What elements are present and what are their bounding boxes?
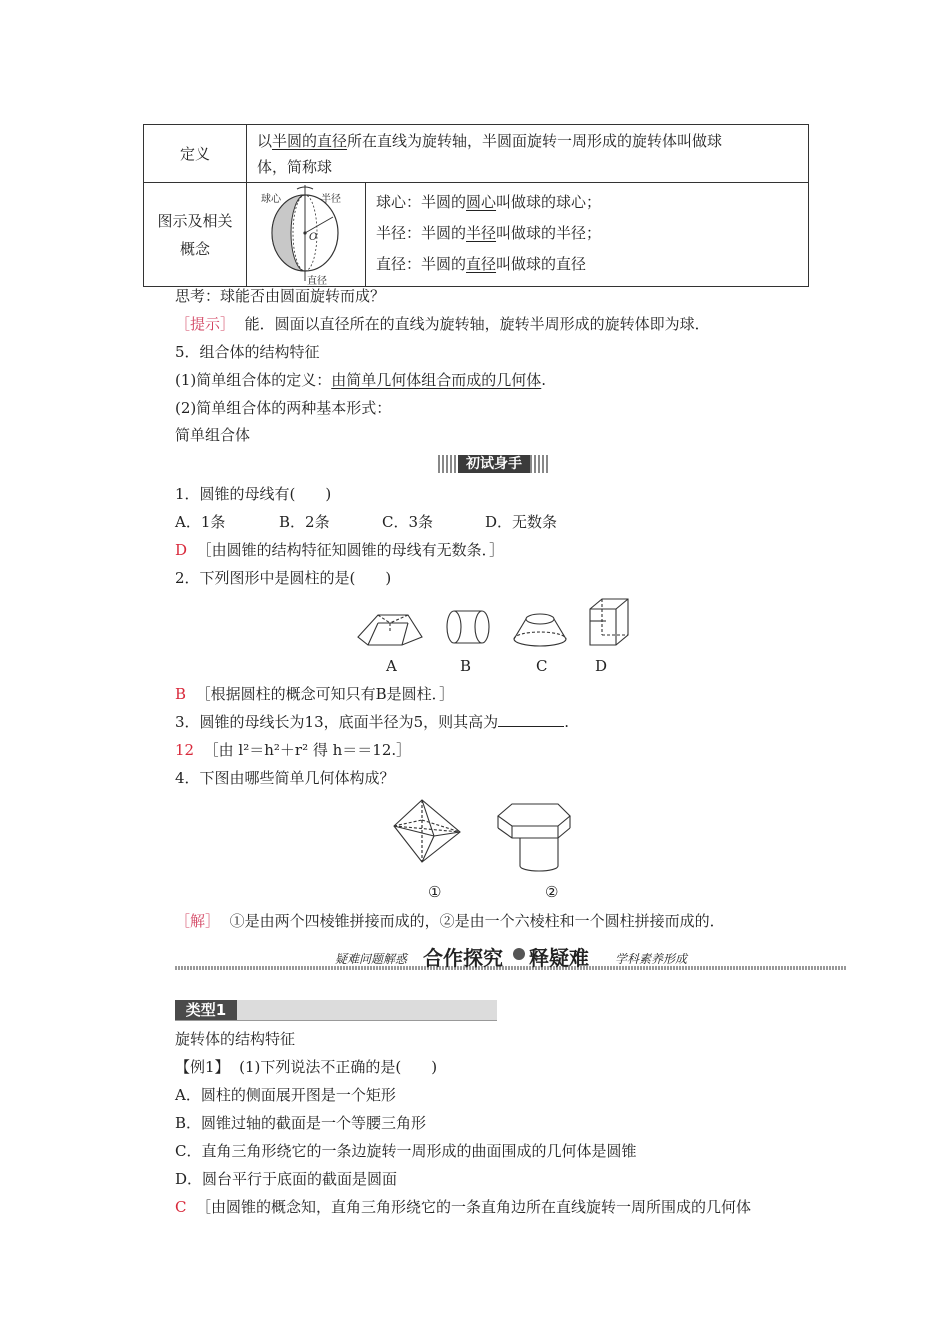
hint-tag: ［提示］ <box>175 315 236 333</box>
figure-hexprism-cylinder <box>498 804 570 871</box>
concept-diameter: 直径：半圆的直径叫做球的直径 <box>376 255 587 273</box>
definition-cell: 以半圆的直径所在直线为旋转轴，半圆面旋转一周形成的旋转体叫做球 体，简称球 <box>247 125 809 183</box>
sphere-figure: 球心 半径 O 直径 <box>247 183 366 286</box>
q2-label-d: D <box>595 657 608 675</box>
section-right-label: 学科素养形成 <box>615 952 688 966</box>
underlined-term: 半圆的直径 <box>272 131 348 150</box>
type-bar <box>175 1000 497 1021</box>
q1-option-c: C．3条 <box>382 513 434 531</box>
section-left-label: 疑难问题解惑 <box>335 952 408 966</box>
q1-option-d: D．无数条 <box>485 513 558 531</box>
topic-title: 旋转体的结构特征 <box>175 1030 296 1048</box>
trial-banner <box>438 455 550 473</box>
figure-d-prism <box>590 599 628 645</box>
type-label: 类型1 <box>175 1000 237 1020</box>
section-main-2: 释疑难 <box>529 946 589 970</box>
solution-tag: ［解］ <box>175 912 221 930</box>
section-header <box>175 942 847 974</box>
figure-header: 图示及相关 概念 <box>144 183 247 287</box>
section5-forms: (2)简单组合体的两种基本形式： <box>175 399 392 417</box>
think-question: 思考：球能否由圆面旋转而成？ <box>175 287 386 305</box>
concept-center: 球心：半圆的圆心叫做球的球心； <box>376 193 602 211</box>
q1-option-a: A．1条 <box>175 513 226 531</box>
definition-header: 定义 <box>144 125 247 183</box>
answer-3: 12 ［由 l²＝h²＋r² 得 h＝＝12.］ <box>175 741 412 759</box>
figure-octahedron <box>394 800 460 862</box>
section-main-1: 合作探究 <box>423 946 503 970</box>
banner-title: 初试身手 <box>458 455 530 473</box>
solution-paragraph: ［解］ ①是由两个四棱锥拼接而成的，②是由一个六棱柱和一个圆柱拼接而成的． <box>175 912 725 930</box>
example-option-a: A．圆柱的侧面展开图是一个矩形 <box>175 1086 396 1104</box>
hint-paragraph: ［提示］ 能．圆面以直径所在的直线为旋转轴，旋转半周形成的旋转体即为球． <box>175 315 710 333</box>
q4-label-1: ① <box>428 883 442 901</box>
example-1: 【例1】 (1)下列说法不正确的是( ) <box>175 1058 438 1076</box>
q2-label-b: B <box>460 657 472 675</box>
figure-a-frustum-prism <box>358 615 422 645</box>
figure-concepts-cell <box>247 183 809 287</box>
section5-simple: 简单组合体 <box>175 426 251 444</box>
section-arrow-icon <box>513 948 525 960</box>
example-option-b: B．圆锥过轴的截面是一个等腰三角形 <box>175 1114 427 1132</box>
concept-radius: 半径：半圆的半径叫做球的半径； <box>376 224 602 242</box>
question-3: 3．圆锥的母线长为13，底面半径为5，则其高为 . <box>175 713 569 731</box>
q2-label-a: A <box>386 657 397 675</box>
figure-c-frustum <box>514 614 566 646</box>
figure-b-cylinder <box>447 611 489 643</box>
q2-label-c: C <box>536 657 548 675</box>
q4-figures <box>388 798 578 878</box>
question-2: 2．下列图形中是圆柱的是( ) <box>175 569 392 587</box>
example-option-c: C．直角三角形绕它的一条边旋转一周形成的曲面围成的几何体是圆锥 <box>175 1142 637 1160</box>
q4-label-2: ② <box>545 883 559 901</box>
question-4: 4．下图由哪些简单几何体构成？ <box>175 769 395 787</box>
q1-option-b: B．2条 <box>279 513 330 531</box>
q2-figures <box>350 595 640 653</box>
section5-definition: (1)简单组合体的定义：由简单几何体组合而成的几何体. <box>175 371 547 389</box>
answer-blank <box>498 712 564 727</box>
question-1: 1．圆锥的母线有( ) <box>175 485 332 503</box>
sphere-definition-table <box>143 124 809 287</box>
concept-list <box>366 183 611 286</box>
example-option-d: D．圆台平行于底面的截面是圆面 <box>175 1170 398 1188</box>
example-answer: C ［由圆锥的概念知，直角三角形绕它的一条直角边所在直线旋转一周所围成的几何体 <box>175 1198 752 1216</box>
answer-2: B ［根据圆柱的概念可知只有B是圆柱．］ <box>175 685 455 703</box>
answer-1: D ［由圆锥的结构特征知圆锥的母线有无数条．］ <box>175 541 505 559</box>
section5-title: 5．组合体的结构特征 <box>175 343 320 361</box>
